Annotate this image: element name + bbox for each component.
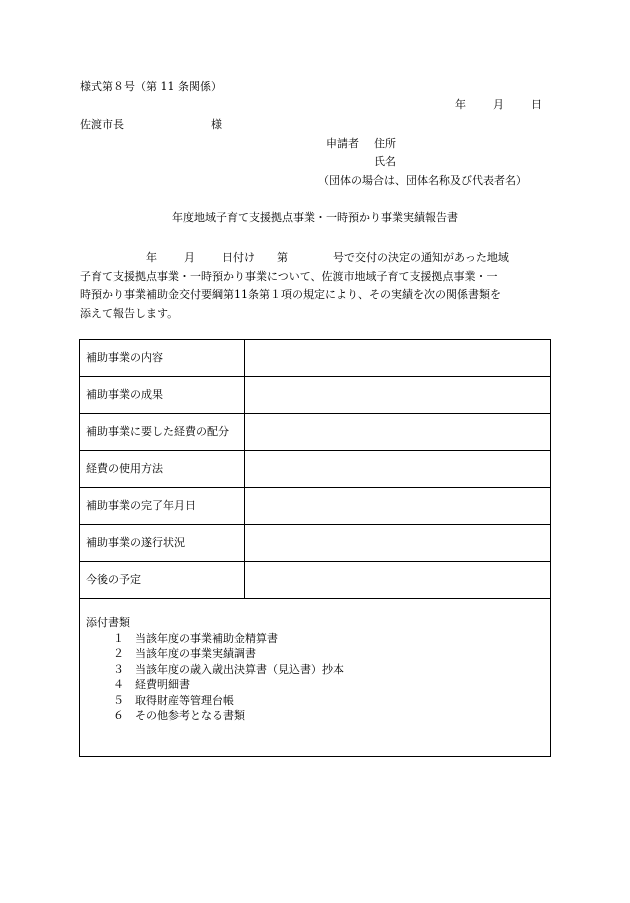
attachments-heading: 添付書類 bbox=[86, 616, 130, 629]
table-row bbox=[80, 340, 551, 377]
body-number-prefix: 第 bbox=[277, 251, 288, 264]
body-line-1-rest: 号で交付の決定の通知があった地域 bbox=[333, 251, 509, 264]
body-line-4: 添えて報告します。 bbox=[80, 306, 179, 320]
attachment-text: その他参考となる書類 bbox=[135, 709, 245, 722]
row-label: 今後の予定 bbox=[80, 562, 245, 599]
row-value[interactable] bbox=[245, 451, 551, 488]
row-label: 補助事業の内容 bbox=[80, 340, 245, 377]
attachment-item bbox=[86, 708, 544, 724]
attachment-number: ５ bbox=[113, 693, 124, 707]
row-value[interactable] bbox=[245, 488, 551, 525]
table-row bbox=[80, 377, 551, 414]
attachment-number: ６ bbox=[113, 709, 124, 722]
attachment-item bbox=[86, 631, 544, 647]
table-row bbox=[80, 525, 551, 562]
table-row bbox=[80, 488, 551, 525]
date-month-label: 月 bbox=[493, 98, 504, 111]
date-day-label: 日 bbox=[531, 98, 542, 111]
row-label: 補助事業の完了年月日 bbox=[80, 488, 245, 525]
body-line-2: 子育て支援拠点事業・一時預かり事業について、佐渡市地域子育て支援拠点事業・一 bbox=[80, 269, 498, 283]
row-label: 補助事業の遂行状況 bbox=[80, 525, 245, 562]
honorific: 様 bbox=[211, 118, 222, 131]
row-value[interactable] bbox=[245, 562, 551, 599]
row-value[interactable] bbox=[245, 414, 551, 451]
body-line-3: 時預かり事業補助金交付要綱第11条第１項の規定により、その実績を次の関係書類を bbox=[80, 288, 501, 301]
body-paragraph bbox=[80, 249, 552, 323]
attachment-number: ２ bbox=[113, 647, 124, 660]
addressee: 佐渡市長 bbox=[80, 118, 124, 131]
attachment-text: 当該年度の事業補助金精算書 bbox=[135, 631, 278, 645]
date-line bbox=[455, 99, 542, 110]
attachment-item bbox=[86, 677, 544, 693]
attachment-item bbox=[86, 646, 544, 662]
attachment-text: 当該年度の歳入歳出決算書（見込書）抄本 bbox=[135, 662, 344, 676]
attachment-text: 取得財産等管理台帳 bbox=[135, 693, 234, 707]
date-year-label: 年 bbox=[455, 98, 466, 111]
address-label: 住所 bbox=[374, 137, 396, 150]
applicant-label: 申請者 bbox=[326, 137, 359, 150]
name-label: 氏名 bbox=[374, 155, 396, 168]
attachment-item bbox=[86, 662, 544, 678]
row-value[interactable] bbox=[245, 377, 551, 414]
attachment-number: ４ bbox=[113, 678, 124, 691]
row-label: 補助事業の成果 bbox=[80, 377, 245, 414]
report-title: 年度地域子育て支援拠点事業・一時預かり事業実績報告書 bbox=[172, 211, 458, 224]
attachments-cell bbox=[80, 599, 551, 757]
attachment-item bbox=[86, 693, 544, 709]
row-label: 経費の使用方法 bbox=[80, 451, 245, 488]
attachment-text: 経費明細書 bbox=[135, 678, 190, 691]
body-year: 年 bbox=[146, 251, 157, 264]
form-number: 様式第８号（第 11 条関係） bbox=[80, 80, 222, 93]
report-table bbox=[79, 339, 551, 757]
row-value[interactable] bbox=[245, 340, 551, 377]
body-month: 月 bbox=[184, 251, 195, 264]
attachment-number: １ bbox=[113, 631, 124, 645]
body-line-1 bbox=[80, 249, 552, 268]
attachment-number: ３ bbox=[113, 662, 124, 676]
group-note: （団体の場合は、団体名称及び代表者名） bbox=[318, 174, 527, 187]
row-label: 補助事業に要した経費の配分 bbox=[80, 414, 245, 451]
row-value[interactable] bbox=[245, 525, 551, 562]
table-row bbox=[80, 414, 551, 451]
attachments-row bbox=[80, 599, 551, 757]
table-row bbox=[80, 451, 551, 488]
body-date: 日付け bbox=[222, 251, 255, 264]
table-row bbox=[80, 562, 551, 599]
attachment-text: 当該年度の事業実績調書 bbox=[135, 647, 256, 660]
